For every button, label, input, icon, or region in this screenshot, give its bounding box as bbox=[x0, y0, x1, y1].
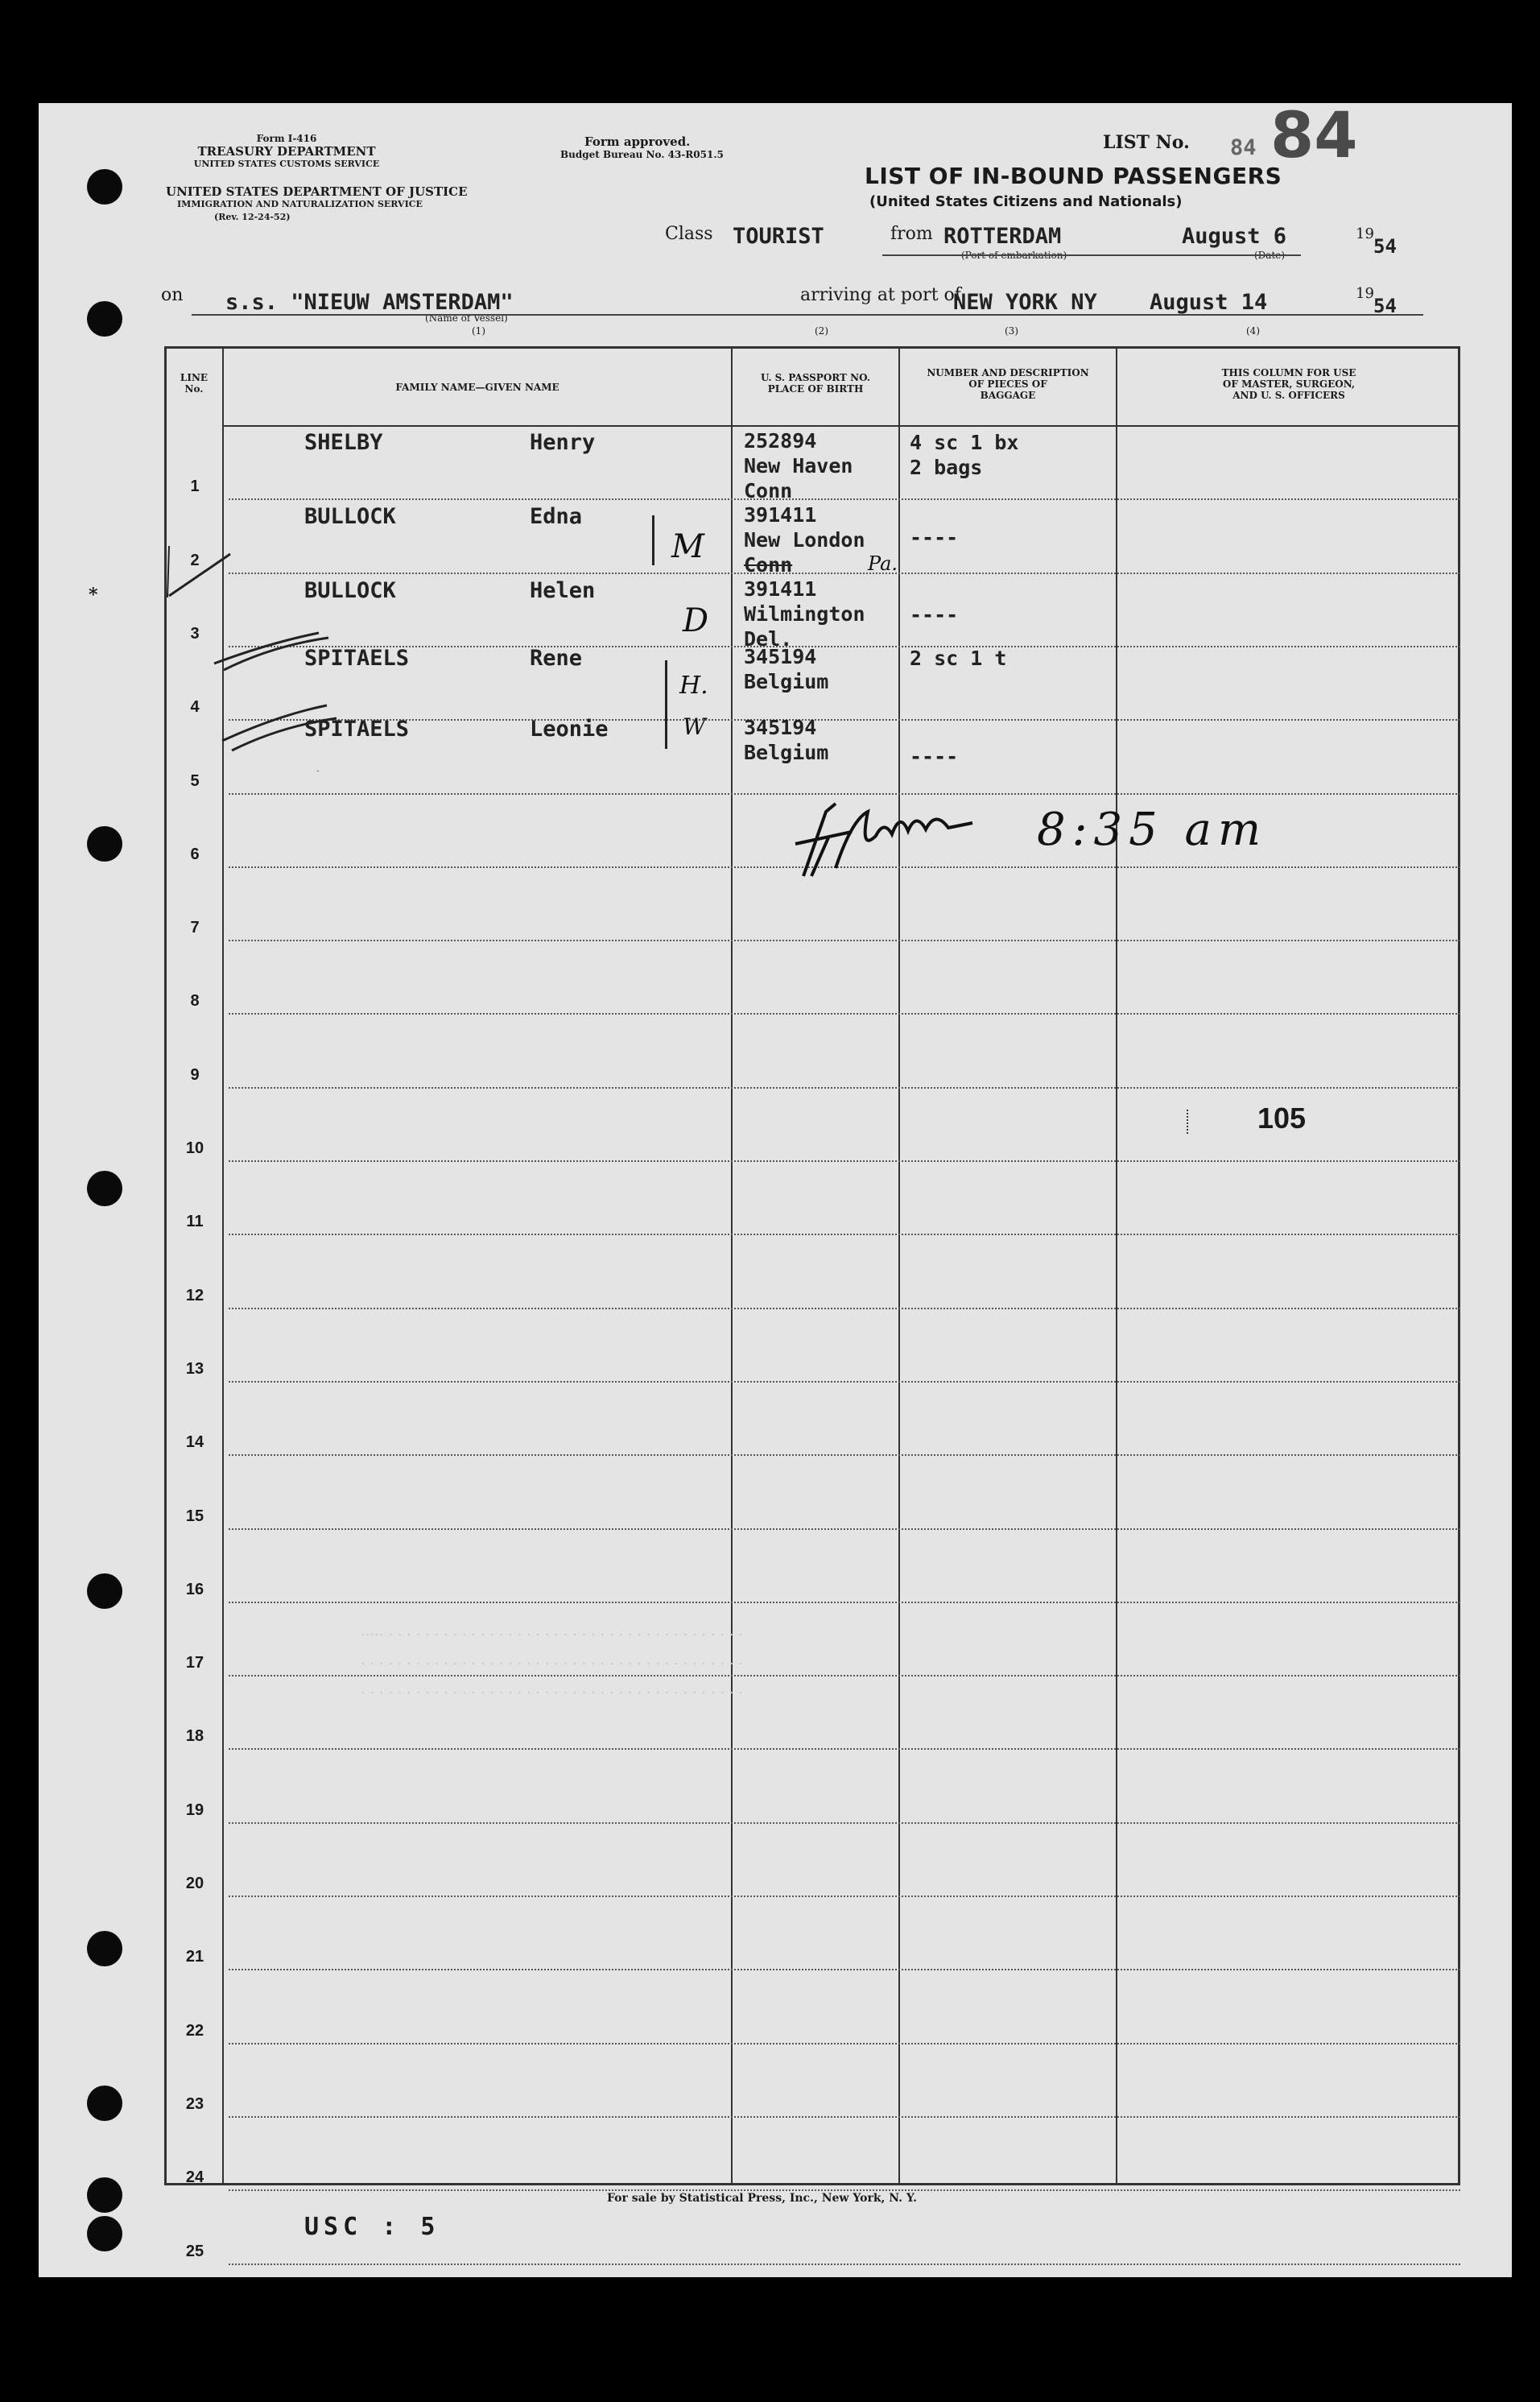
col-header-line bbox=[166, 372, 222, 395]
approval-block bbox=[560, 135, 724, 161]
row-rule bbox=[229, 940, 1460, 941]
list-no-stamp: 84 bbox=[1270, 100, 1358, 172]
header-rule bbox=[222, 425, 1460, 427]
port-caption: (Port of embarkation) bbox=[961, 250, 1067, 261]
class-value: TOURIST bbox=[733, 224, 824, 249]
passenger-birth bbox=[744, 644, 828, 694]
relationship-mark: W bbox=[683, 713, 706, 740]
baggage-entry bbox=[910, 430, 1018, 480]
budget-bureau: Budget Bureau No. 43-R051.5 bbox=[560, 149, 724, 160]
bracket-mark bbox=[665, 660, 667, 749]
birth-place: New Haven bbox=[744, 454, 853, 478]
departure-year-prefix: 19 bbox=[1356, 225, 1374, 242]
rev-date: (Rev. 12-24-52) bbox=[214, 212, 291, 222]
relationship-mark: M bbox=[671, 528, 704, 565]
row-rule bbox=[229, 1896, 1460, 1897]
baggage-entry: ---- bbox=[910, 526, 959, 549]
birth-state: Conn bbox=[744, 479, 793, 502]
row-rule bbox=[229, 1602, 1460, 1603]
line-number: 5 bbox=[190, 771, 200, 790]
col-header-line-1: LINE bbox=[180, 372, 208, 383]
arrival-port: NEW YORK NY bbox=[953, 290, 1097, 315]
baggage-line: 2 bags bbox=[910, 456, 983, 479]
inspector-signature bbox=[779, 788, 1005, 884]
passenger-family-name: SPITAELS bbox=[304, 717, 410, 742]
passport-number: 252894 bbox=[744, 429, 817, 453]
birth-correction: Pa. bbox=[868, 552, 898, 575]
caption-1: (1) bbox=[472, 325, 485, 337]
punch-hole bbox=[87, 2216, 122, 2251]
row-rule bbox=[229, 1160, 1460, 1162]
col-divider bbox=[1116, 346, 1117, 2185]
departure-year: 54 bbox=[1373, 235, 1397, 258]
ins-name: IMMIGRATION AND NATURALIZATION SERVICE bbox=[177, 199, 423, 209]
punch-hole bbox=[87, 2177, 122, 2213]
caption-3: (3) bbox=[1005, 325, 1018, 337]
line-number: 23 bbox=[185, 2094, 204, 2113]
passenger-count: 105 bbox=[1257, 1102, 1307, 1135]
form-approved: Form approved. bbox=[584, 134, 691, 149]
col-header-baggage-2: OF PIECES OF bbox=[968, 378, 1047, 390]
col-header-name: FAMILY NAME—GIVEN NAME bbox=[395, 382, 559, 393]
birth-place: Belgium bbox=[744, 670, 829, 693]
justice-block bbox=[166, 184, 468, 224]
manifest-sheet bbox=[39, 100, 1512, 2277]
row-rule bbox=[229, 2264, 1460, 2265]
line-number: 9 bbox=[190, 1065, 200, 1084]
line-number: 25 bbox=[185, 2242, 204, 2260]
arrival-year-prefix: 19 bbox=[1356, 285, 1374, 302]
list-no-typed: 84 bbox=[1230, 135, 1257, 160]
line-number: 12 bbox=[185, 1286, 204, 1304]
line-number: 10 bbox=[185, 1139, 204, 1157]
birth-state: Del. bbox=[744, 627, 793, 651]
passenger-family-name: SPITAELS bbox=[304, 646, 410, 671]
from-port: ROTTERDAM bbox=[943, 224, 1062, 249]
printer-footer: For sale by Statistical Press, Inc., New York, N. Y. bbox=[607, 2192, 917, 2205]
line-number: 19 bbox=[185, 1800, 204, 1819]
row-rule bbox=[229, 1013, 1460, 1015]
row-rule bbox=[229, 719, 1460, 721]
row-rule bbox=[229, 1969, 1460, 1970]
baggage-entry: ---- bbox=[910, 745, 959, 768]
passenger-given-name: Edna bbox=[530, 504, 583, 529]
col-header-officers-1: THIS COLUMN FOR USE bbox=[1221, 367, 1356, 378]
time-annotation: 8:35 am bbox=[1037, 804, 1268, 856]
passport-number: 391411 bbox=[744, 577, 817, 601]
col-header-baggage-3: BAGGAGE bbox=[980, 390, 1036, 401]
col-header-passport bbox=[733, 372, 898, 395]
line-number: 16 bbox=[185, 1580, 204, 1598]
row-rule bbox=[229, 2043, 1460, 2044]
form-number: Form I-416 bbox=[256, 133, 317, 144]
line-number: 2 bbox=[190, 551, 200, 569]
passport-number: 345194 bbox=[744, 645, 817, 668]
punch-hole bbox=[87, 1931, 122, 1966]
vessel-caption: (Name of Vessel) bbox=[425, 312, 508, 324]
birth-state-crossed: Conn bbox=[744, 553, 793, 577]
arrival-date: August 14 bbox=[1150, 290, 1268, 315]
line-number: 14 bbox=[185, 1433, 204, 1452]
class-label: Class bbox=[665, 224, 713, 244]
passenger-family-name: SHELBY bbox=[304, 430, 383, 455]
punch-hole bbox=[87, 826, 122, 862]
col-header-passport-2: PLACE OF BIRTH bbox=[767, 383, 864, 395]
passenger-birth bbox=[744, 577, 865, 651]
departure-date: August 6 bbox=[1182, 224, 1287, 249]
passenger-given-name: Leonie bbox=[530, 717, 609, 742]
passenger-given-name: Rene bbox=[530, 646, 583, 671]
form-subtitle: (United States Citizens and Nationals) bbox=[869, 193, 1183, 210]
col-header-officers-3: AND U. S. OFFICERS bbox=[1232, 390, 1345, 401]
birth-place: Belgium bbox=[744, 741, 829, 764]
col-divider bbox=[731, 346, 733, 2185]
line-number: 6 bbox=[190, 845, 200, 863]
line-number: 20 bbox=[185, 1875, 204, 1892]
line-number: 15 bbox=[185, 1507, 204, 1525]
col-header-officers bbox=[1117, 367, 1460, 401]
row-rule bbox=[229, 1822, 1460, 1824]
col-header-line-2: No. bbox=[184, 383, 204, 395]
asterisk-mark: * bbox=[89, 585, 98, 606]
arriving-label: arriving at port of bbox=[800, 285, 961, 305]
col-header-baggage bbox=[900, 367, 1116, 401]
line-number: 8 bbox=[190, 992, 200, 1011]
bottom-code: USC : 5 bbox=[304, 2213, 440, 2241]
line-number: 24 bbox=[185, 2168, 204, 2187]
row-rule bbox=[229, 2116, 1460, 2118]
line-number: 13 bbox=[185, 1359, 204, 1378]
vessel-name: s.s. "NIEUW AMSTERDAM" bbox=[225, 290, 514, 315]
form-title: LIST OF IN-BOUND PASSENGERS bbox=[865, 163, 1282, 189]
dept-name: TREASURY DEPARTMENT bbox=[197, 144, 376, 159]
arrival-year: 54 bbox=[1373, 295, 1397, 317]
caption-2: (2) bbox=[815, 325, 828, 337]
list-no-label: LIST No. bbox=[1103, 132, 1190, 153]
birth-place: New London bbox=[744, 528, 865, 552]
passenger-birth bbox=[744, 502, 865, 577]
baggage-line: 4 sc 1 bx bbox=[910, 431, 1019, 454]
bleed-through: ..... . . . . . . . . . . . . . . . . . . . . . . . . . . . . . . . . . . . . . . . . . . . . . . . . . . . . . . . . . . . . . . . . . . . . . . . . . . . . . . . . . . . . . . . . . . . . . . . . . . . . . . . . . . . . . . . . . . . . . . . . . . . bbox=[361, 1623, 743, 1697]
line-number: 22 bbox=[185, 2021, 204, 2040]
form-header bbox=[150, 132, 423, 171]
passenger-family-name: BULLOCK bbox=[304, 504, 396, 529]
col-header-officers-2: OF MASTER, SURGEON, bbox=[1222, 378, 1356, 390]
date-caption: (Date) bbox=[1254, 250, 1286, 261]
relationship-mark: H. bbox=[679, 672, 708, 700]
punch-hole bbox=[87, 301, 122, 337]
passenger-given-name: Henry bbox=[530, 430, 596, 455]
bracket-mark bbox=[652, 515, 654, 565]
line-number: 11 bbox=[186, 1213, 204, 1231]
row-rule bbox=[229, 2189, 1460, 2191]
rule bbox=[882, 254, 1301, 256]
rule bbox=[192, 314, 1423, 316]
row-rule bbox=[229, 1308, 1460, 1309]
baggage-entry: ---- bbox=[910, 603, 959, 626]
row-rule bbox=[229, 1528, 1460, 1530]
col-header-passport-1: U. S. PASSPORT NO. bbox=[760, 372, 871, 383]
relationship-mark: D bbox=[683, 602, 709, 639]
caption-4: (4) bbox=[1246, 325, 1260, 337]
line-number: 21 bbox=[185, 1948, 204, 1966]
birth-place: Wilmington bbox=[744, 602, 865, 626]
punch-hole bbox=[87, 2086, 122, 2121]
line-number: 17 bbox=[185, 1654, 204, 1672]
tick-mark bbox=[1187, 1110, 1188, 1134]
row-rule bbox=[229, 1381, 1460, 1383]
row-rule bbox=[229, 1087, 1460, 1089]
check-marks-lower bbox=[224, 428, 353, 775]
passenger-birth bbox=[744, 428, 853, 503]
row-rule bbox=[229, 1234, 1460, 1235]
passenger-family-name: BULLOCK bbox=[304, 578, 396, 603]
passenger-birth bbox=[744, 715, 828, 765]
line-number: 18 bbox=[185, 1727, 204, 1746]
passport-number: 391411 bbox=[744, 503, 817, 527]
punch-hole bbox=[87, 1171, 122, 1206]
from-label: from bbox=[890, 224, 933, 244]
punch-hole bbox=[87, 169, 122, 205]
line-number: 3 bbox=[190, 624, 200, 643]
line-number: 4 bbox=[190, 698, 200, 717]
on-label: on bbox=[161, 285, 184, 305]
col-divider bbox=[898, 346, 900, 2185]
service-name: UNITED STATES CUSTOMS SERVICE bbox=[193, 159, 380, 169]
passport-number: 345194 bbox=[744, 716, 817, 739]
baggage-entry: 2 sc 1 t bbox=[910, 647, 1007, 670]
line-number: 7 bbox=[190, 919, 200, 937]
passenger-given-name: Helen bbox=[530, 578, 596, 603]
row-rule bbox=[229, 1454, 1460, 1456]
punch-hole bbox=[87, 1573, 122, 1609]
col-header-baggage-1: NUMBER AND DESCRIPTION bbox=[927, 367, 1089, 378]
line-number: 1 bbox=[190, 478, 200, 496]
row-rule bbox=[229, 1748, 1460, 1750]
justice-name: UNITED STATES DEPARTMENT OF JUSTICE bbox=[166, 184, 468, 199]
